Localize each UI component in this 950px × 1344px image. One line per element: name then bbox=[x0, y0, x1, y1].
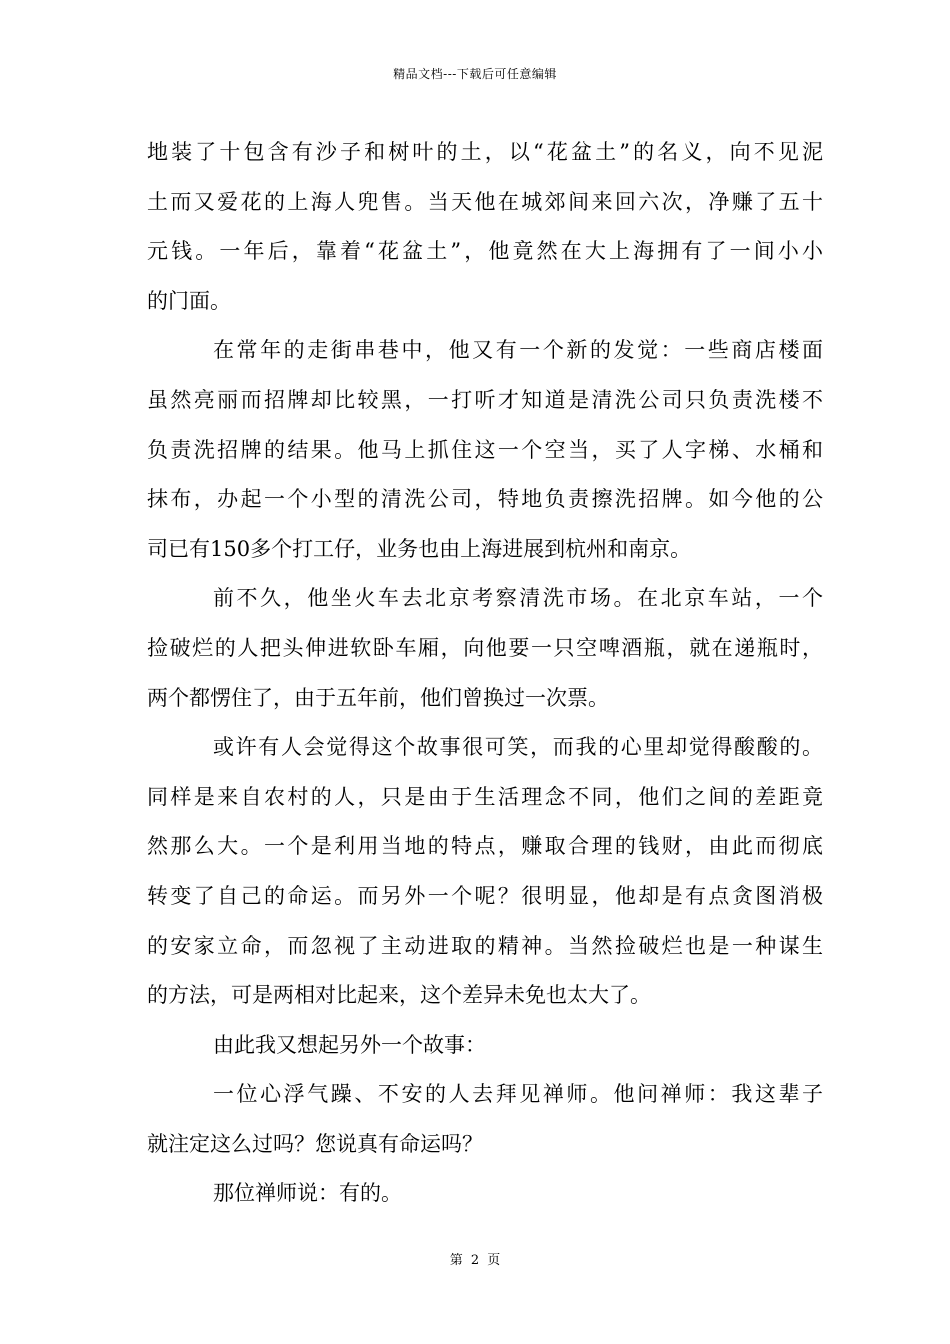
text-line: 的安家立命，而忽视了主动进取的精神。当然捡破烂也是一种谋生 bbox=[147, 933, 823, 958]
paragraph bbox=[147, 574, 823, 723]
text-line: 的门面。 bbox=[147, 288, 231, 313]
text-line: 捡破烂的人把头伸进软卧车厢，向他要一只空啤酒瓶，就在递瓶时， bbox=[147, 635, 823, 660]
text-line: 那位禅师说：有的。 bbox=[213, 1181, 402, 1206]
document-body bbox=[147, 128, 823, 1219]
text-line: 或许有人会觉得这个故事很可笑，而我的心里却觉得酸酸的。 bbox=[213, 735, 823, 760]
text-line: 抹布，办起一个小型的清洗公司，特地负责擦洗招牌。如今他的公 bbox=[147, 487, 823, 512]
page-number: 2 bbox=[470, 1253, 480, 1268]
text-line: 前不久，他坐火车去北京考察清洗市场。在北京车站，一个 bbox=[213, 586, 823, 611]
text-line: 两个都愣住了，由于五年前，他们曾换过一次票。 bbox=[147, 685, 609, 710]
text-line: 由此我又想起另外一个故事： bbox=[213, 1032, 486, 1057]
paragraph bbox=[147, 1021, 823, 1071]
text-line: 负责洗招牌的结果。他马上抓住这一个空当，买了人字梯、水桶和 bbox=[147, 437, 823, 462]
text-line: 元钱。一年后，靠着“花盆土”，他竟然在大上海拥有了一间小小 bbox=[147, 239, 823, 264]
page-footer bbox=[0, 1252, 950, 1270]
page-number-suffix: 页 bbox=[487, 1253, 501, 1268]
text-line: 司已有150多个打工仔，业务也由上海进展到杭州和南京。 bbox=[147, 536, 692, 561]
page-number-prefix: 第 bbox=[449, 1253, 463, 1268]
text-line: 就注定这么过吗？您说真有命运吗？ bbox=[147, 1131, 483, 1156]
text-line: 地装了十包含有沙子和树叶的土，以“花盆土”的名义，向不见泥 bbox=[147, 140, 823, 164]
text-line: 一位心浮气躁、不安的人去拜见禅师。他问禅师：我这辈子 bbox=[213, 1082, 823, 1107]
text-line: 在常年的走街串巷中，他又有一个新的发觉：一些商店楼面 bbox=[213, 338, 823, 363]
paragraph bbox=[147, 1169, 823, 1219]
paragraph bbox=[147, 326, 823, 574]
text-line: 的方法，可是两相对比起来，这个差异未免也太大了。 bbox=[147, 983, 651, 1008]
text-line: 同样是来自农村的人，只是由于生活理念不同，他们之间的差距竟 bbox=[147, 784, 823, 809]
paragraph bbox=[147, 1070, 823, 1169]
text-line: 转变了自己的命运。而另外一个呢？很明显，他却是有点贪图消极 bbox=[147, 883, 823, 908]
paragraph bbox=[147, 723, 823, 1021]
text-line: 然那么大。一个是利用当地的特点，赚取合理的钱财，由此而彻底 bbox=[147, 834, 823, 859]
paragraph bbox=[147, 128, 823, 326]
text-line: 虽然亮丽而招牌却比较黑，一打听才知道是清洗公司只负责洗楼不 bbox=[147, 387, 823, 412]
text-line: 土而又爱花的上海人兜售。当天他在城郊间来回六次，净赚了五十 bbox=[147, 189, 823, 214]
page-header: 精品文档---下载后可任意编辑 bbox=[393, 67, 557, 81]
